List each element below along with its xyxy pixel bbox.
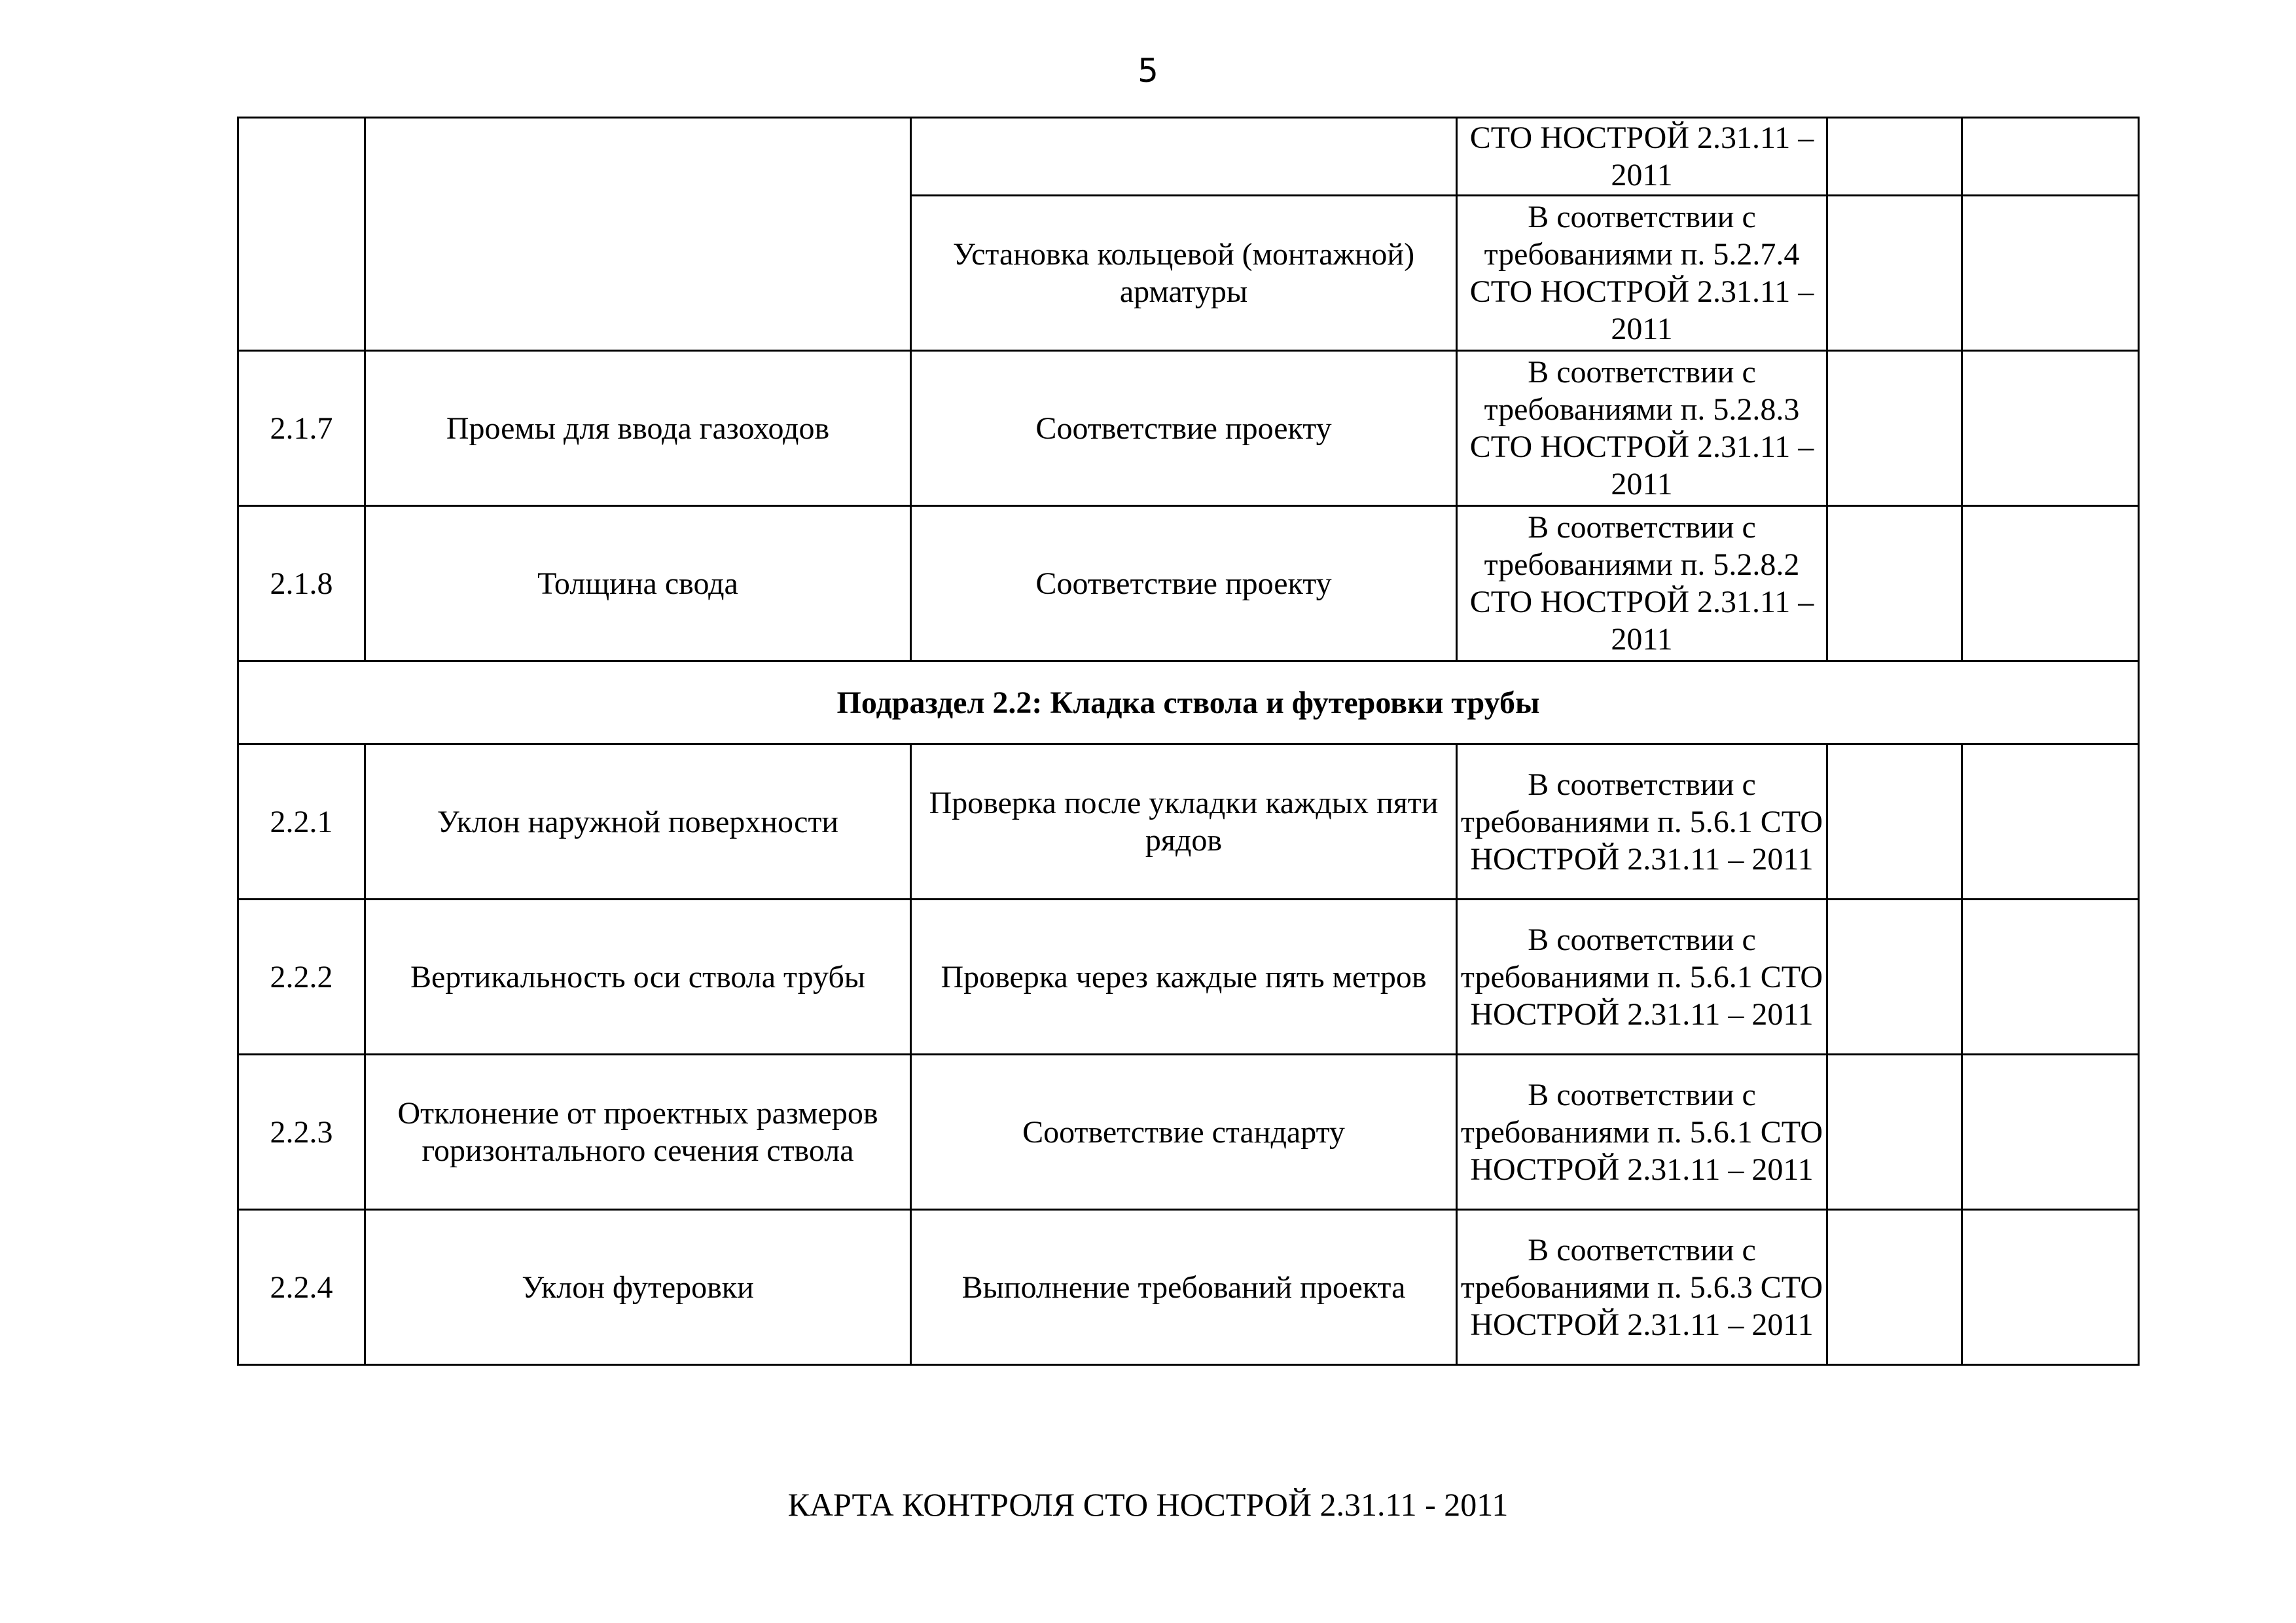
requirement-cell: В соответствии с требованиями п. 5.6.1 СТО НОСТРОЙ 2.31.11 – 2011 (1457, 744, 1827, 900)
requirement-cell: В соответствии с требованиями п. 5.2.8.3 СТО НОСТРОЙ 2.31.11 – 2011 (1457, 351, 1827, 506)
empty-cell (1827, 196, 1962, 351)
empty-cell (365, 118, 911, 351)
item-cell: Толщина свода (365, 506, 911, 661)
requirement-cell: В соответствии с требованиями п. 5.2.7.4 СТО НОСТРОЙ 2.31.11 – 2011 (1457, 196, 1827, 351)
method-cell: Проверка после укладки каждых пяти рядов (911, 744, 1457, 900)
empty-cell (1962, 351, 2139, 506)
empty-cell (1962, 900, 2139, 1055)
table-row (238, 900, 2139, 1055)
method-cell: Выполнение требований проекта (911, 1210, 1457, 1365)
empty-cell (238, 118, 365, 351)
row-number: 2.2.2 (238, 900, 365, 1055)
empty-cell (1962, 118, 2139, 196)
item-cell: Уклон наружной поверхности (365, 744, 911, 900)
method-cell: Установка кольцевой (монтажной) арматуры (911, 196, 1457, 351)
empty-cell (1827, 1055, 1962, 1210)
requirement-cell: В соответствии с требованиями п. 5.6.3 СТО НОСТРОЙ 2.31.11 – 2011 (1457, 1210, 1827, 1365)
empty-cell (1827, 118, 1962, 196)
table-row (238, 744, 2139, 900)
empty-cell (1962, 506, 2139, 661)
method-cell: Соответствие стандарту (911, 1055, 1457, 1210)
row-number: 2.2.4 (238, 1210, 365, 1365)
row-number: 2.2.1 (238, 744, 365, 900)
document-footer: КАРТА КОНТРОЛЯ СТО НОСТРОЙ 2.31.11 - 2011 (787, 1486, 1509, 1523)
page-number: 5 (1138, 52, 1158, 90)
method-cell: Соответствие проекту (911, 506, 1457, 661)
item-cell: Уклон футеровки (365, 1210, 911, 1365)
requirement-cell: СТО НОСТРОЙ 2.31.11 – 2011 (1457, 118, 1827, 196)
item-cell: Отклонение от проектных размеров горизонтального сечения ствола (365, 1055, 911, 1210)
empty-cell (911, 118, 1457, 196)
table-row (238, 1210, 2139, 1365)
section-title: Подраздел 2.2: Кладка ствола и футеровки трубы (238, 661, 2139, 744)
table-row (238, 351, 2139, 506)
empty-cell (1827, 744, 1962, 900)
empty-cell (1827, 351, 1962, 506)
requirement-cell: В соответствии с требованиями п. 5.6.1 СТО НОСТРОЙ 2.31.11 – 2011 (1457, 1055, 1827, 1210)
empty-cell (1962, 744, 2139, 900)
empty-cell (1827, 900, 1962, 1055)
empty-cell (1827, 506, 1962, 661)
control-map-table (237, 117, 2140, 1366)
method-cell: Проверка через каждые пять метров (911, 900, 1457, 1055)
section-header-row (238, 661, 2139, 744)
table-row (238, 506, 2139, 661)
method-cell: Соответствие проекту (911, 351, 1457, 506)
table-row (238, 118, 2139, 196)
item-cell: Вертикальность оси ствола трубы (365, 900, 911, 1055)
item-cell: Проемы для ввода газоходов (365, 351, 911, 506)
empty-cell (1962, 1210, 2139, 1365)
empty-cell (1962, 196, 2139, 351)
row-number: 2.1.7 (238, 351, 365, 506)
requirement-cell: В соответствии с требованиями п. 5.6.1 СТО НОСТРОЙ 2.31.11 – 2011 (1457, 900, 1827, 1055)
table-row (238, 1055, 2139, 1210)
row-number: 2.1.8 (238, 506, 365, 661)
empty-cell (1827, 1210, 1962, 1365)
empty-cell (1962, 1055, 2139, 1210)
requirement-cell: В соответствии с требованиями п. 5.2.8.2 СТО НОСТРОЙ 2.31.11 – 2011 (1457, 506, 1827, 661)
row-number: 2.2.3 (238, 1055, 365, 1210)
